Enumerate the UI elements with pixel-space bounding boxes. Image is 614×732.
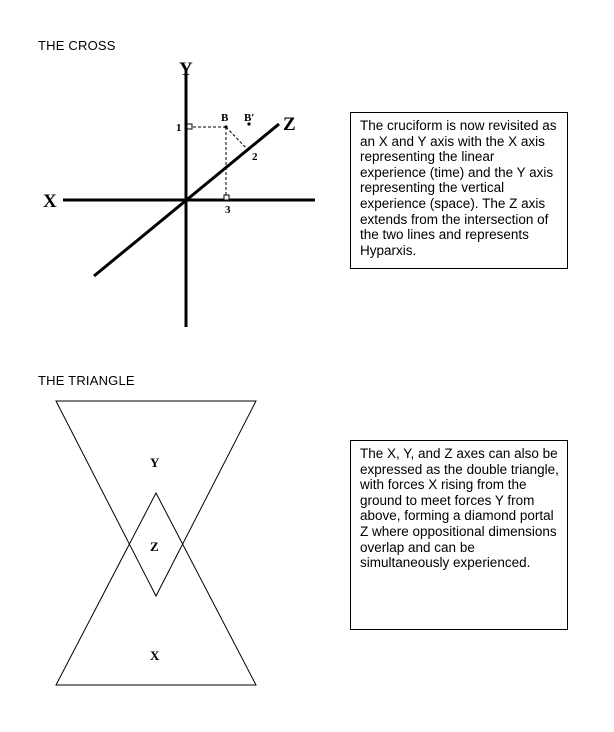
inverted-triangle-y xyxy=(56,401,256,596)
z-axis-label: Z xyxy=(283,114,296,135)
tick-mark-1 xyxy=(187,124,192,129)
tick-label-3: 3 xyxy=(225,204,231,216)
tick-label-1: 1 xyxy=(176,122,182,134)
point-b-label: B xyxy=(221,112,229,124)
cross-description-box: The cruciform is now revisited as an X and Y axis with the X axis representing the linear experience (time) and the Y axis representing the vertical experience (space). The Z axis extends from the intersection of the two lines and represents Hyparxis. xyxy=(350,112,568,269)
triangle-y-label: Y xyxy=(150,455,160,470)
tick-label-2: 2 xyxy=(252,151,258,163)
triangle-heading: THE TRIANGLE xyxy=(38,373,135,388)
point-b xyxy=(224,125,227,128)
y-axis-label: Y xyxy=(179,59,193,80)
x-axis-label: X xyxy=(43,191,57,212)
triangle-description-box: The X, Y, and Z axes can also be expressed as the double triangle, with forces X rising from the ground to meet forces Y from above, forming a diamond portal Z where oppositional dimensions overlap and can be simultaneously experienced. xyxy=(350,440,568,630)
projection-line-2 xyxy=(226,127,248,150)
triangle-diagram xyxy=(56,401,256,685)
triangle-z-label: Z xyxy=(150,539,159,554)
cross-diagram xyxy=(43,59,315,327)
cross-heading: THE CROSS xyxy=(38,38,116,53)
triangle-x-label: X xyxy=(150,648,160,663)
point-b-prime-label: B′ xyxy=(244,112,255,124)
tick-mark-3 xyxy=(224,195,229,200)
